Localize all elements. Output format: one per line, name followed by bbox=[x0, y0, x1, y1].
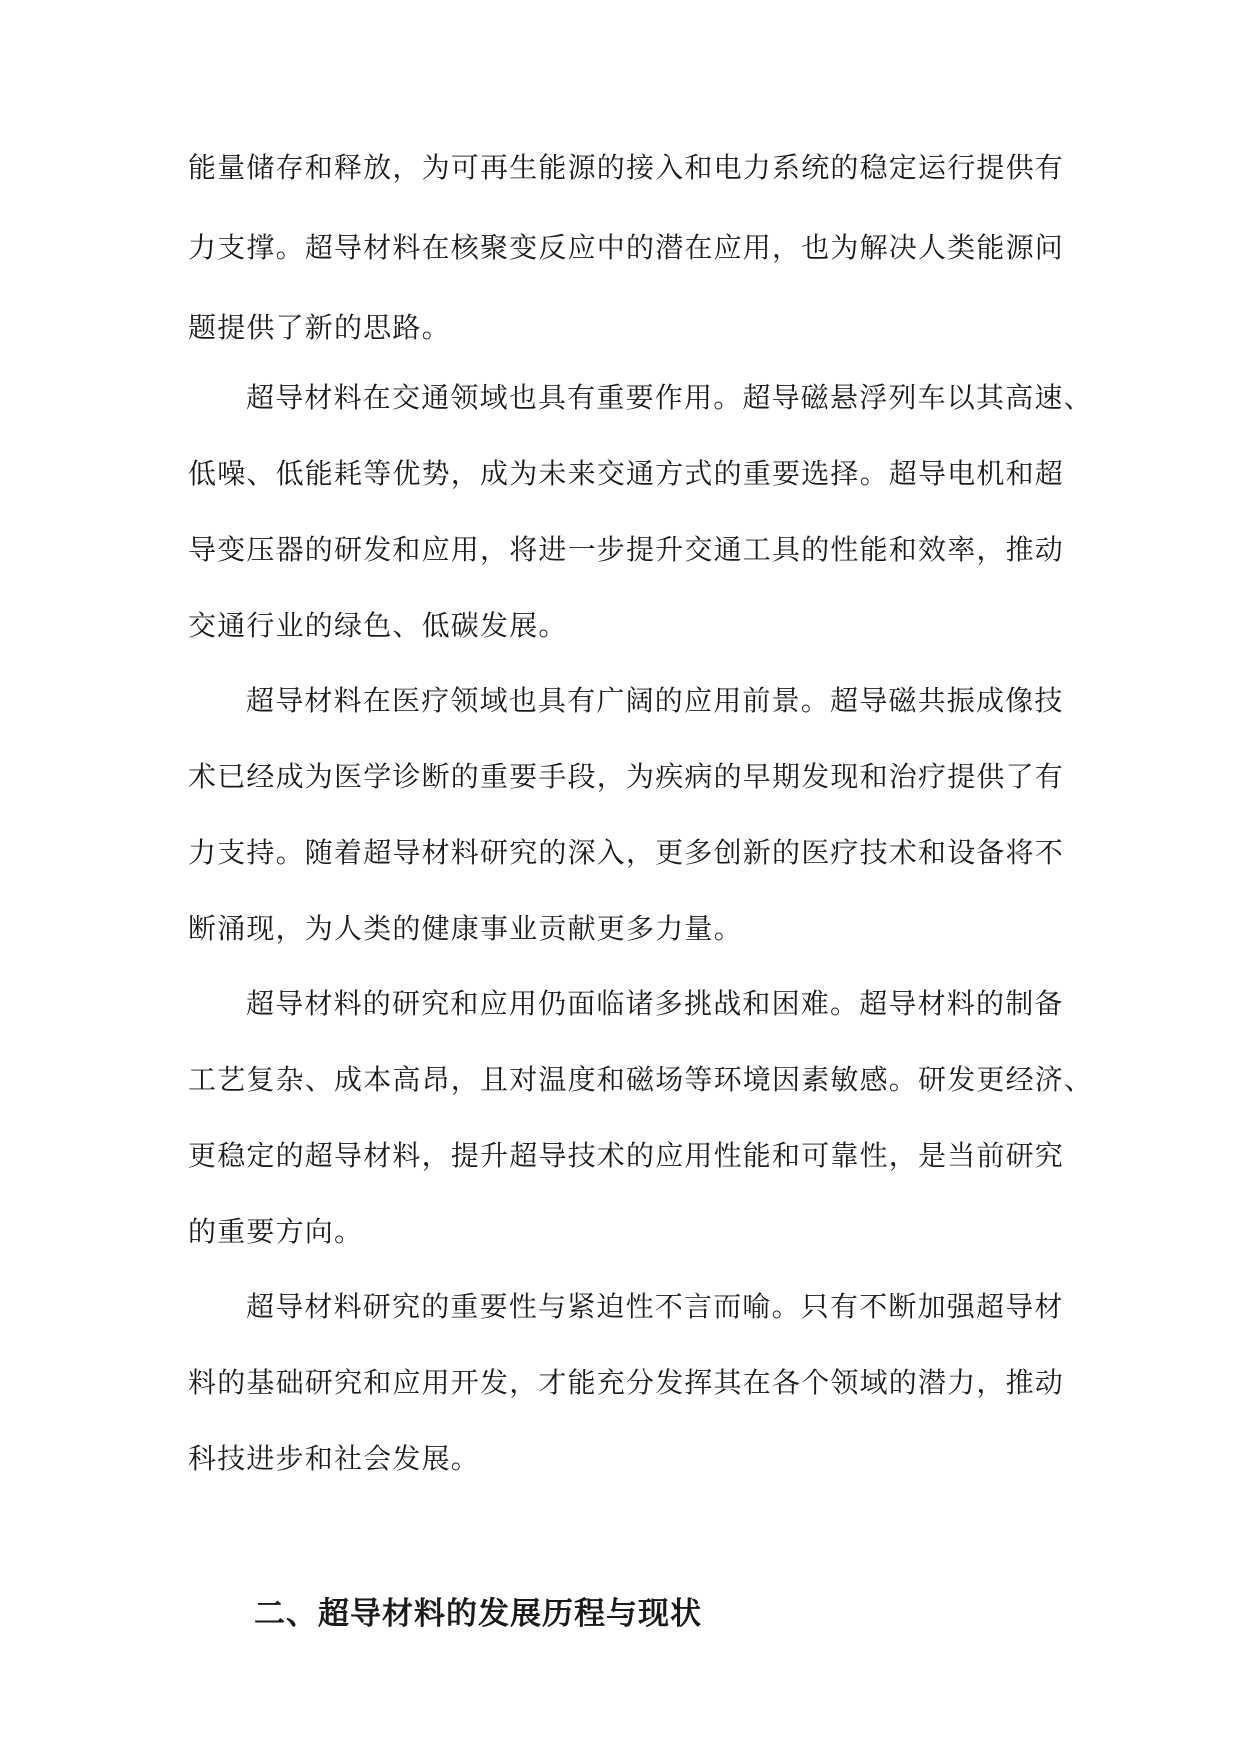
paragraph-2-line-1: 超导材料在交通领域也具有重要作用。超导磁悬浮列车以其高速、 bbox=[246, 381, 1093, 414]
paragraph-3-line-4: 断涌现，为人类的健康事业贡献更多力量。 bbox=[188, 912, 743, 945]
paragraph-3-line-3: 力支持。随着超导材料研究的深入，更多创新的医疗技术和设备将不 bbox=[188, 836, 1065, 869]
paragraph-3-line-2: 术已经成为医学诊断的重要手段，为疾病的早期发现和治疗提供了有 bbox=[188, 760, 1065, 793]
paragraph-4-line-3: 更稳定的超导材料，提升超导技术的应用性能和可靠性，是当前研究 bbox=[188, 1139, 1065, 1172]
paragraph-3-line-1: 超导材料在医疗领域也具有广阔的应用前景。超导磁共振成像技 bbox=[246, 684, 1064, 717]
paragraph-2-line-3: 导变压器的研发和应用，将进一步提升交通工具的性能和效率，推动 bbox=[188, 533, 1065, 566]
paragraph-4-line-4: 的重要方向。 bbox=[188, 1215, 364, 1248]
paragraph-2-line-4: 交通行业的绿色、低碳发展。 bbox=[188, 609, 568, 642]
paragraph-4-line-2: 工艺复杂、成本高昂，且对温度和磁场等环境因素敏感。研发更经济、 bbox=[188, 1063, 1094, 1096]
paragraph-5-line-1: 超导材料研究的重要性与紧迫性不言而喻。只有不断加强超导材 bbox=[246, 1290, 1064, 1323]
paragraph-5-line-3: 科技进步和社会发展。 bbox=[188, 1442, 481, 1475]
paragraph-2-line-2: 低噪、低能耗等优势，成为未来交通方式的重要选择。超导电机和超 bbox=[188, 457, 1065, 490]
paragraph-4-line-1: 超导材料的研究和应用仍面临诸多挑战和困难。超导材料的制备 bbox=[246, 987, 1064, 1020]
section-heading: 二、超导材料的发展历程与现状 bbox=[254, 1596, 702, 1632]
paragraph-1-line-2: 力支撑。超导材料在核聚变反应中的潜在应用，也为解决人类能源问 bbox=[188, 231, 1065, 264]
paragraph-1-line-1: 能量储存和释放，为可再生能源的接入和电力系统的稳定运行提供有 bbox=[188, 151, 1065, 184]
paragraph-1-line-3: 题提供了新的思路。 bbox=[188, 311, 451, 344]
paragraph-5-line-2: 料的基础研究和应用开发，才能充分发挥其在各个领域的潜力，推动 bbox=[188, 1366, 1065, 1399]
